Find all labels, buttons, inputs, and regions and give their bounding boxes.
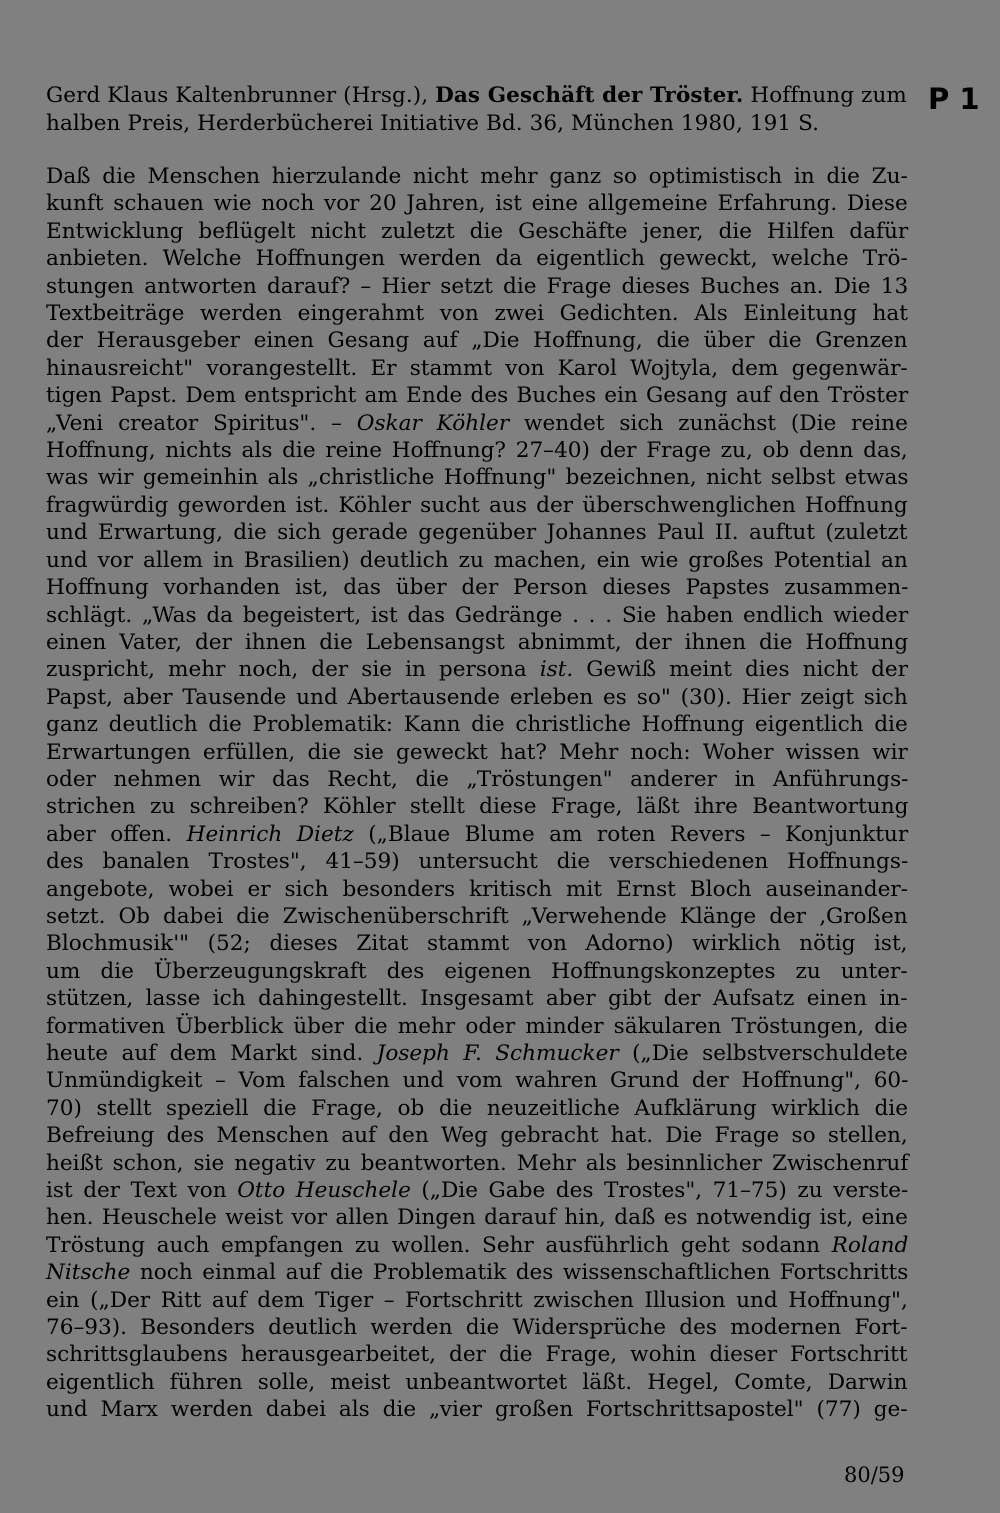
text-line [46,1095,908,1122]
text-segment: („Blaue Blume am roten Revers – Konjunktur [353,821,909,847]
text-line [46,711,908,738]
italic-name: ist. [539,657,574,683]
text-line [46,656,908,683]
text-segment: stützen, lasse ich dahingestellt. Insgesamt aber gibt der Aufsatz einen in- [46,986,908,1012]
text-line [46,1396,908,1423]
text-line [46,1287,908,1314]
text-segment: und Erwartung, die sich gerade gegenüber Johannes Paul II. auftut (zuletzt [46,520,908,546]
text-segment: oder nehmen wir das Recht, die „Tröstungen" anderer in Anführungs- [46,766,909,792]
text-line [46,355,908,382]
text-segment: heißt schon, sie negativ zu beantworten. Mehr als besinnlicher Zwischenruf [46,1150,909,1176]
text-segment: wendet sich zunächst (Die reine [509,410,908,436]
text-segment: eigentlich führen solle, meist unbeantwortet läßt. Hegel, Comte, Darwin [46,1369,908,1395]
text-line [46,1177,908,1204]
header-subtitle-start: Hoffnung zum [743,83,907,108]
text-segment: hinausreicht" vorangestellt. Er stammt von Karol Wojtyla, dem gegenwär- [46,355,908,381]
text-line [46,876,908,903]
text-line [46,300,908,327]
text-line [46,1204,908,1231]
text-segment: tigen Papst. Dem entspricht am Ende des Buches ein Gesang auf den Tröster [46,383,909,409]
text-line [46,163,908,190]
text-segment: Unmündigkeit – Vom falschen und vom wahren Grund der Hoffnung", 60- [46,1068,909,1094]
text-line [46,1259,908,1286]
text-line [46,848,908,875]
text-line [46,464,908,491]
header-book-title: Das Geschäft der Tröster. [435,83,744,108]
text-line [46,327,908,354]
text-line [46,903,908,930]
text-segment: stungen antworten darauf? – Hier setzt die Frage dieses Buches an. Die 13 [46,273,909,299]
text-segment: formativen Überblick über die mehr oder minder säkularen Tröstungen, die [46,1013,908,1039]
text-segment: Erwartungen erfüllen, die sie geweckt hat? Mehr noch: Woher wissen wir [46,739,908,765]
text-line [46,519,908,546]
text-segment: einen Vater, der ihnen die Lebensangst abnimmt, der ihnen die Hoffnung [46,629,909,655]
text-segment: Hoffnung, nichts als die reine Hoffnung? 27–40) der Frage zu, ob denn das, [46,438,908,464]
text-segment: Textbeiträge werden eingerahmt von zwei Gedichten. Als Einleitung hat [46,301,908,327]
text-line [46,218,908,245]
text-line [46,410,908,437]
text-segment: schlägt. „Was da begeistert, ist das Gedränge . . . Sie haben endlich wieder [46,602,909,628]
text-line [46,684,908,711]
text-line [46,930,908,957]
text-line [46,1232,908,1259]
text-line [46,492,908,519]
text-segment: der Herausgeber einen Gesang auf „Die Hoffnung, die über die Grenzen [46,328,908,354]
italic-name: Roland [831,1232,909,1258]
text-line [46,273,908,300]
text-segment: ganz deutlich die Problematik: Kann die christliche Hoffnung eigentlich die [46,712,908,738]
text-segment: „Veni creator Spiritus". – [46,410,357,436]
text-segment: heute auf dem Markt sind. [46,1041,377,1066]
text-segment: um die Überzeugungskraft des eigenen Hoffnungskonzeptes zu unter- [46,958,908,984]
italic-name: Otto Heuschele [237,1178,411,1204]
bibliographic-header [46,82,916,138]
text-segment: Befreiung des Menschen auf den Weg gebracht hat. Die Frage so stellen, [46,1123,908,1149]
text-line [46,739,908,766]
italic-name: Joseph F. Schmucker [376,1041,619,1066]
header-line-1 [46,82,916,110]
text-line [46,821,908,848]
text-line [46,629,908,656]
page-reference: 80/59 [844,1463,905,1487]
text-line [46,1067,908,1094]
text-segment: und Marx werden dabei als die „vier großen Fortschrittsapostel" (77) ge- [46,1397,908,1423]
text-segment: anbieten. Welche Hoffnungen werden da eigentlich geweckt, welche Trö- [46,246,908,272]
text-segment: („Die selbstverschuldete [618,1041,908,1066]
text-segment: Gewiß meint dies nicht der [573,657,909,683]
text-line [46,1314,908,1341]
text-line [46,1150,908,1177]
text-segment: ein („Der Ritt auf dem Tiger – Fortschritt zwischen Illusion und Hoffnung", [46,1287,908,1313]
text-line [46,382,908,409]
text-line [46,1341,908,1368]
section-code: P 1 [928,82,980,116]
text-segment: Entwicklung beflügelt nicht zuletzt die Geschäfte jener, die Hilfen dafür [46,218,909,244]
text-segment: strichen zu schreiben? Köhler stellt diese Frage, läßt ihre Beantwortung [46,794,909,820]
text-segment: Hoffnung vorhanden ist, das über der Person dieses Papstes zusammen- [46,575,909,601]
review-body [46,163,908,1424]
text-line [46,985,908,1012]
text-segment: noch einmal auf die Problematik des wissenschaftlichen Fortschritts [130,1260,909,1286]
text-segment: und vor allem in Brasilien) deutlich zu machen, ein wie großes Potential an [46,547,908,573]
text-segment: Blochmusik'" (52; dieses Zitat stammt von Adorno) wirklich nötig ist, [46,931,908,957]
text-line [46,1369,908,1396]
text-line [46,574,908,601]
italic-name: Oskar Köhler [356,410,510,436]
text-segment: was wir gemeinhin als „christliche Hoffnung" bezeichnen, nicht selbst etwas [46,465,909,491]
text-segment: ist der Text von [46,1178,238,1204]
text-segment: des banalen Trostes", 41–59) untersucht die verschiedenen Hoffnungs- [46,849,909,875]
text-line [46,1013,908,1040]
text-line [46,190,908,217]
text-segment: setzt. Ob dabei die Zwischenüberschrift „Verwehende Klänge der ‚Großen [46,903,908,929]
text-segment: aber offen. [46,821,187,847]
text-segment: hen. Heuschele weist vor allen Dingen darauf hin, daß es notwendig ist, eine [46,1205,908,1231]
italic-name: Heinrich Dietz [186,821,354,847]
text-segment: fragwürdig geworden ist. Köhler sucht aus der überschwenglichen Hoffnung [46,492,908,518]
text-segment: Tröstung auch empfangen zu wollen. Sehr ausführlich geht sodann [46,1232,832,1258]
text-segment: zuspricht, mehr noch, der sie in persona [46,657,540,683]
text-segment: 70) stellt speziell die Frage, ob die neuzeitliche Aufklärung wirklich die [46,1095,908,1121]
text-segment: Daß die Menschen hierzulande nicht mehr ganz so optimistisch in die Zu- [46,164,908,189]
text-line [46,1040,908,1067]
italic-name: Nitsche [46,1260,131,1286]
header-authors: Gerd Klaus Kaltenbrunner (Hrsg.), [46,83,436,108]
text-line [46,437,908,464]
text-segment: („Die Gabe des Trostes", 71–75) zu verste- [410,1178,909,1204]
text-segment: Papst, aber Tausende und Abertausende erleben es so" (30). Hier zeigt sich [46,684,908,710]
header-line-2: halben Preis, Herderbücherei Initiative Bd. 36, München 1980, 191 S. [46,111,820,136]
text-segment: angebote, wobei er sich besonders kritisch mit Ernst Bloch auseinander- [46,876,909,902]
text-line [46,958,908,985]
text-line [46,602,908,629]
text-line [46,547,908,574]
text-line [46,766,908,793]
text-segment: schrittsglaubens herausgearbeitet, der die Frage, wohin dieser Fortschritt [46,1342,908,1368]
text-line [46,793,908,820]
text-line [46,1122,908,1149]
text-segment: 76–93). Besonders deutlich werden die Widersprüche des modernen Fort- [46,1315,908,1341]
text-line [46,245,908,272]
text-segment: kunft schauen wie noch vor 20 Jahren, ist eine allgemeine Erfahrung. Diese [46,191,908,217]
